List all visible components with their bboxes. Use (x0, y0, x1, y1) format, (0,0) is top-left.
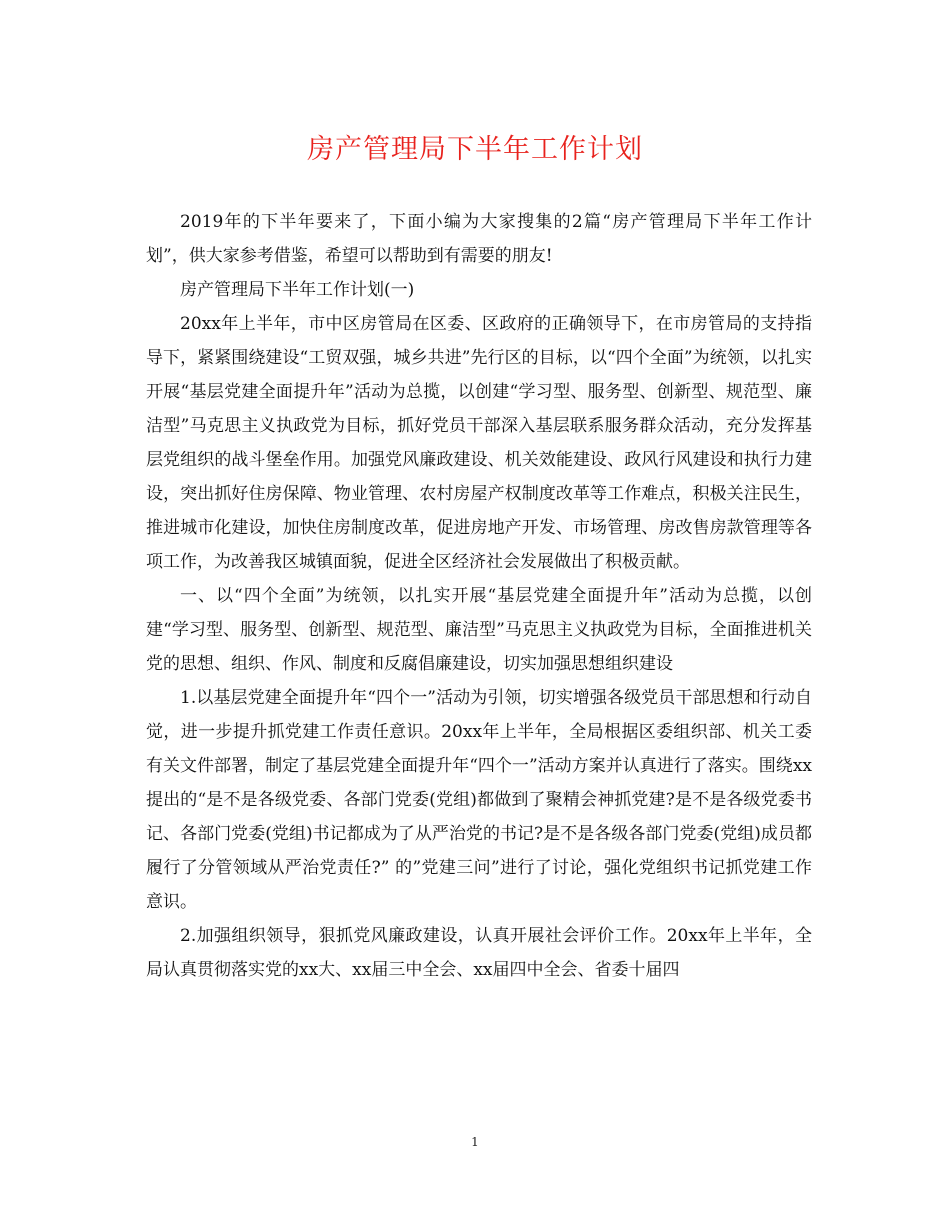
summary-paragraph: 20xx年上半年，市中区房管局在区委、区政府的正确领导下，在市房管局的支持指导下，紧紧围绕建设“工贸双强，城乡共进”先行区的目标，以“四个全面”为统领，以扎实开展“基层党建全面提升年”活动为总揽，以创建“学习型、服务型、创新型、规范型、廉洁型”马克思主义执政党为目标，抓好党员干部深入基层联系服务群众活动，充分发挥基层党组织的战斗堡垒作用。加强党风廉政建设、机关效能建设、政风行风建设和执行力建设，突出抓好住房保障、物业管理、农村房屋产权制度改革等工作难点，积极关注民生，推进城市化建设，加快住房制度改革，促进房地产开发、市场管理、房改售房款管理等各项工作，为改善我区城镇面貌，促进全区经济社会发展做出了积极贡献。 (146, 314, 812, 572)
item-one-paragraph: 1.以基层党建全面提升年“四个一”活动为引领，切实增强各级党员干部思想和行动自觉，进一步提升抓党建工作责任意识。20xx年上半年，全局根据区委组织部、机关工委有关文件部署，制定了基层党建全面提升年“四个一”活动方案并认真进行了落实。围绕xx提出的“是不是各级党委、各部门党委(党组)都做到了聚精会神抓党建?是不是各级党委书记、各部门党委(党组)书记都成为了从严治党的书记?是不是各级各部门党委(党组)成员都履行了分管领域从严治党责任?” 的”党建三问”进行了讨论，强化党组织书记抓党建工作意识。 (146, 688, 812, 912)
page-number: 1 (471, 1135, 479, 1149)
intro-paragraph: 2019年的下半年要来了，下面小编为大家搜集的2篇“房产管理局下半年工作计划”，供大家参考借鉴，希望可以帮助到有需要的朋友! (146, 212, 812, 266)
section-one-heading: 一、以“四个全面”为统领，以扎实开展“基层党建全面提升年”活动为总揽，以创建“学习型、服务型、创新型、规范型、廉洁型”马克思主义执政党为目标，全面推进机关党的思想、组织、作风、制度和反腐倡廉建设，切实加强思想组织建设 (146, 586, 812, 674)
section-heading: 房产管理局下半年工作计划(一) (180, 280, 415, 300)
item-two-paragraph: 2.加强组织领导，狠抓党风廉政建设，认真开展社会评价工作。20xx年上半年，全局认真贯彻落实党的xx大、xx届三中全会、xx届四中全会、省委十届四 (146, 926, 812, 980)
document-body (146, 205, 812, 987)
document-title: 房产管理局下半年工作计划 (307, 134, 643, 165)
